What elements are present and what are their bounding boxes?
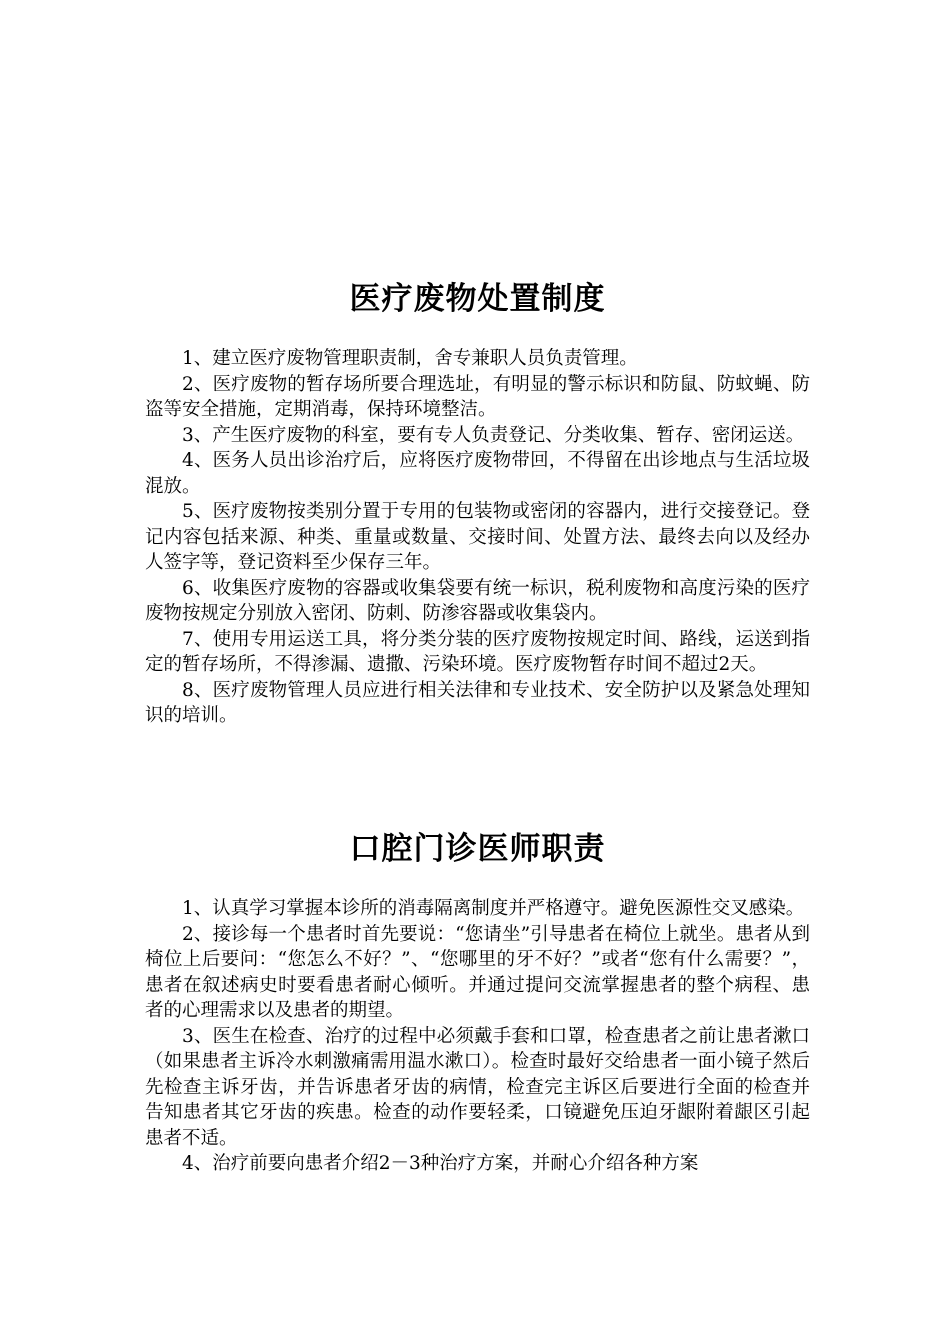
paragraph: 4、治疗前要向患者介绍2－3种治疗方案，并耐心介绍各种方案: [182, 1153, 699, 1174]
paragraph: 4、医务人员出诊治疗后，应将医疗废物带回，不得留在出诊地点与生活垃圾混放。: [145, 450, 810, 497]
paragraph: 7、使用专用运送工具，将分类分装的医疗废物按规定时间、路线，运送到指定的暂存场所，不得渗漏、遗撒、污染环境。医疗废物暂存时间不超过2天。: [145, 628, 810, 675]
paragraph: 3、产生医疗废物的科室，要有专人负责登记、分类收集、暂存、密闭运送。: [182, 424, 805, 446]
paragraph: 6、收集医疗废物的容器或收集袋要有统一标识，税利废物和高度污染的医疗废物按规定分别放入密闭、防刺、防渗容器或收集袋内。: [145, 577, 810, 624]
paragraph: 2、医疗废物的暂存场所要合理选址，有明显的警示标识和防鼠、防蚊蝇、防盗等安全措施，定期消毒，保持环境整洁。: [145, 373, 810, 420]
section-medical-waste: [145, 276, 810, 729]
paragraph: 3、医生在检查、治疗的过程中必须戴手套和口罩，检查患者之前让患者漱口（如果患者主诉冷水刺激痛需用温水漱口）。检查时最好交给患者一面小镜子然后先检查主诉牙齿，并告诉患者牙齿的病情，检查完主诉区后要进行全面的检查并告知患者其它牙齿的疾患。检查的动作要轻柔，口镜避免压迫牙龈附着龈区引起患者不适。: [145, 1025, 810, 1149]
section-dentist-duties: [145, 826, 810, 1177]
paragraph: 1、认真学习掌握本诊所的消毒隔离制度并严格遵守。避免医源性交叉感染。: [182, 898, 805, 919]
paragraph: 2、接诊每一个患者时首先要说：“您请坐”引导患者在椅位上就坐。患者从到椅位上后要问：“您怎么不好？”、“您哪里的牙不好？”或者“您有什么需要？”，患者在叙述病史时要看患者耐心倾听。并通过提问交流掌握患者的整个病程、患者的心理需求以及患者的期望。: [145, 923, 810, 1021]
section-title: 口腔门诊医师职责: [349, 831, 606, 867]
paragraph: 1、建立医疗废物管理职责制，舍专兼职人员负责管理。: [182, 348, 638, 369]
section-title: 医疗废物处置制度: [349, 281, 606, 317]
paragraph: 5、医疗废物按类别分置于专用的包装物或密闭的容器内，进行交接登记。登记内容包括来源、种类、重量或数量、交接时间、处置方法、最终去向以及经办人签字等，登记资料至少保存三年。: [145, 501, 810, 573]
paragraph: 8、医疗废物管理人员应进行相关法律和专业技术、安全防护以及紧急处理知识的培训。: [145, 679, 810, 726]
